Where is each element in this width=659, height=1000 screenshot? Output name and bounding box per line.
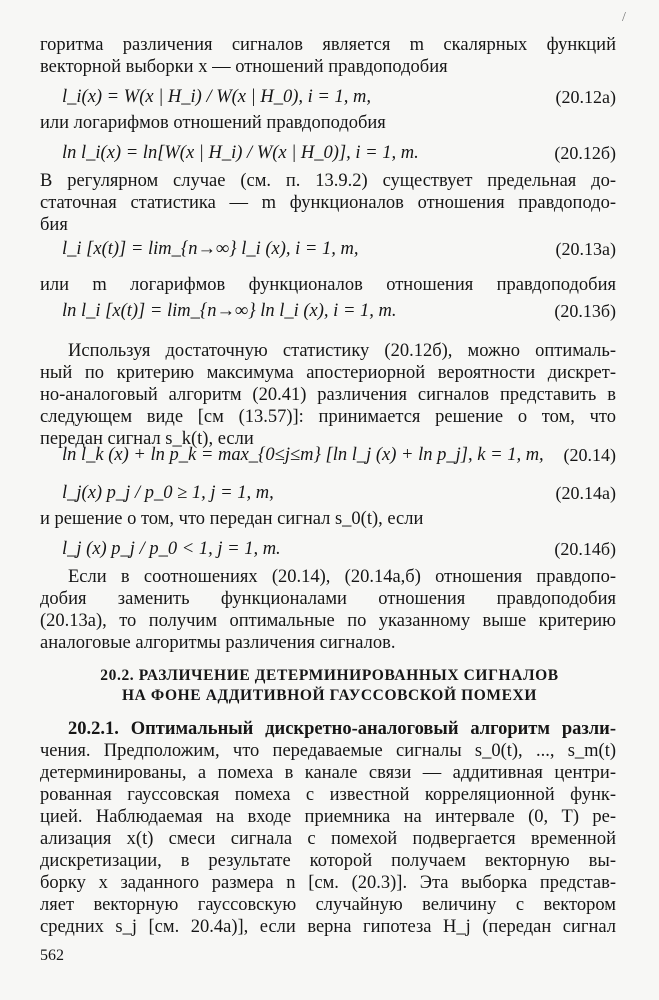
- paragraph-line-10: средних s_j [см. 20.4а)], если верна гипотеза H_j (передан сигнал: [40, 917, 616, 937]
- text-line-2: векторной выборки x — отношений правдоподобия: [40, 57, 448, 77]
- subsection-line-1: 20.2.1. Оптимальный дискретно-аналоговый алгоритм разли-: [68, 719, 616, 739]
- equation-number-20-14: (20.14): [563, 445, 616, 465]
- equation-number-20-14b: (20.14б): [554, 539, 616, 559]
- text-line-14: Если в соотношениях (20.14), (20.14а,б) отношения правдопо-: [68, 567, 616, 587]
- text-line-1: горитма различения сигналов является m скалярных функций: [40, 35, 616, 55]
- text-line-8: Используя достаточную статистику (20.12б), можно оптималь-: [68, 341, 616, 361]
- equation-number-20-13b: (20.13б): [554, 301, 616, 321]
- equation-20-14a: l_j(x) p_j / p_0 ≥ 1, j = 1, m,: [62, 483, 274, 503]
- equation-number-20-12b: (20.12б): [554, 143, 616, 163]
- text-line-7: или m логарифмов функционалов отношения правдоподобия: [40, 275, 616, 295]
- equation-20-12b: ln l_i(x) = ln[W(x | H_i) / W(x | H_0)], i = 1, m.: [62, 143, 419, 163]
- equation-number-20-12a: (20.12а): [555, 87, 616, 107]
- equation-20-14b: l_j (x) p_j / p_0 < 1, j = 1, m.: [62, 539, 281, 559]
- equation-number-20-14a: (20.14а): [555, 483, 616, 503]
- margin-mark: /: [622, 10, 626, 25]
- text-line-6: бия: [40, 215, 68, 235]
- paragraph-line-3: детерминированы, а помеха в канале связи — аддитивная центри-: [40, 763, 616, 783]
- paragraph-line-2: чения. Предположим, что передаваемые сигналы s_0(t), ..., s_m(t): [40, 741, 616, 761]
- paragraph-line-9: ляет векторную гауссовскую случайную величину с вектором: [40, 895, 616, 915]
- text-line-9: ный по критерию максимума апостериорной вероятности дискрет-: [40, 363, 616, 383]
- equation-20-14: ln l_k (x) + ln p_k = max_{0≤j≤m} [ln l_j (x) + ln p_j], k = 1, m,: [62, 445, 544, 465]
- text-line-16: (20.13а), то получим оптимальные по указанному выше критерию: [40, 611, 616, 631]
- equation-20-13a: l_i [x(t)] = lim_{n→∞} l_i (x), i = 1, m,: [62, 239, 359, 259]
- text-line-3: или логарифмов отношений правдоподобия: [40, 113, 386, 133]
- text-line-15: добия заменить функционалами отношения правдоподобия: [40, 589, 616, 609]
- paragraph-line-8: борку x заданного размера n [см. (20.3)]. Эта выборка представ-: [40, 873, 617, 893]
- equation-20-12a: l_i(x) = W(x | H_i) / W(x | H_0), i = 1, m,: [62, 87, 371, 107]
- text-line-17: аналоговые алгоритмы различения сигналов.: [40, 633, 396, 653]
- equation-number-20-13a: (20.13а): [555, 239, 616, 259]
- page-number: 562: [40, 947, 64, 964]
- section-heading-line-1: 20.2. РАЗЛИЧЕНИЕ ДЕТЕРМИНИРОВАННЫХ СИГНАЛОВ: [100, 667, 559, 684]
- paragraph-line-6: ализация x(t) смеси сигнала с помехой подвергается временной: [40, 829, 616, 849]
- paragraph-line-7: дискретизации, в результате которой получаем векторную вы-: [40, 851, 616, 871]
- text-line-13: и решение о том, что передан сигнал s_0(t), если: [40, 509, 424, 529]
- text-line-5: статочная статистика — m функционалов отношения правдоподо-: [40, 193, 616, 213]
- equation-20-13b: ln l_i [x(t)] = lim_{n→∞} ln l_i (x), i = 1, m.: [62, 301, 397, 321]
- text-line-4: В регулярном случае (см. п. 13.9.2) существует предельная до-: [40, 171, 616, 191]
- paragraph-line-5: цией. Наблюдаемая на входе приемника на интервале (0, T) ре-: [40, 807, 616, 827]
- paragraph-line-4: рованная гауссовская помеха с известной корреляционной функ-: [40, 785, 616, 805]
- section-heading-line-2: НА ФОНЕ АДДИТИВНОЙ ГАУССОВСКОЙ ПОМЕХИ: [121, 687, 538, 704]
- text-line-11: следующем виде [см (13.57)]: принимается решение о том, что: [40, 407, 616, 427]
- text-line-10: но-аналоговый алгоритм (20.41) различения сигналов представить в: [40, 385, 616, 405]
- text-line-12: передан сигнал s_k(t), если: [40, 429, 254, 449]
